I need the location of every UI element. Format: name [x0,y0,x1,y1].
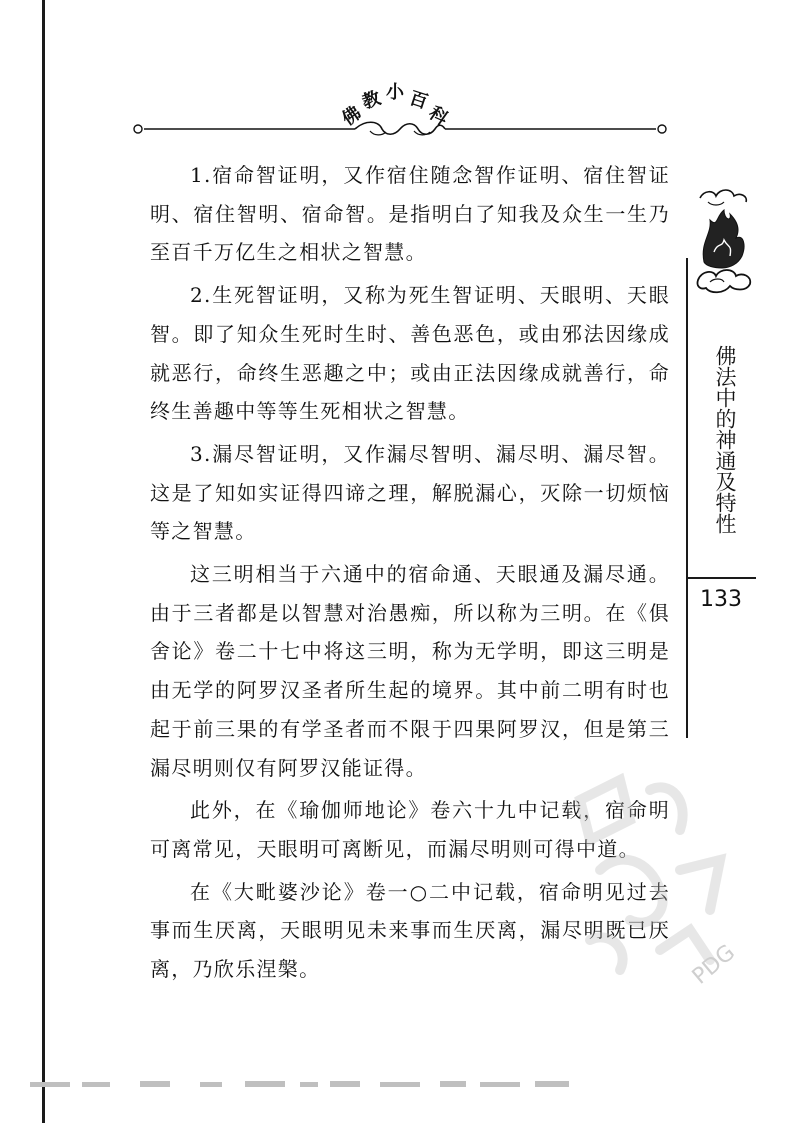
paragraph: 在《大毗婆沙论》卷一○二中记载，宿命明见过去事而生厌离，天眼明见未来事而生厌离，漏尽明既已厌离，乃欣乐涅槃。 [150,879,670,982]
paragraph: 此外，在《瑜伽师地论》卷六十九中记载，宿命明可离常见，天眼明可离断见，而漏尽明则可得中道。 [150,798,670,861]
series-title [130,72,670,130]
cloud-and-flame-icon [694,172,756,312]
paragraph: 1.宿命智证明，又作宿住随念智作证明、宿住智证明、宿住智明、宿命智。是指明白了知我及众生一生乃至百千万亿生之相状之智慧。 [150,163,670,265]
running-header [130,72,670,142]
page-number: 133 [700,587,742,612]
scan-artifact-strip [30,1078,590,1092]
chapter-title: 佛法中的神通及特性 [713,345,737,534]
paragraph: 2.生死智证明，又称为死生智证明、天眼明、天眼智。即了知众生死时生时、善色恶色，或由邪法因缘成就恶行，命终生恶趣之中；或由正法因缘成就善行，命终生善趣中等等生死相状之智慧。 [150,283,670,424]
watermark-text: PDG [687,940,741,990]
page-number-vertical-rule [686,577,688,637]
margin-vertical-rule [686,258,688,738]
series-title-char: 科 [424,102,452,130]
paragraph: 这三明相当于六通中的宿命通、天眼通及漏尽通。由于三者都是以智慧对治愚痴，所以称为三明。在《俱舍论》卷二十七中将这三明，称为无学明，即这三明是由无学的阿罗汉圣者所生起的境界。其中前二明有时也起于前三果的有学圣者而不限于四果阿罗汉，但是第三漏尽明则仅有阿罗汉能证得。 [150,562,670,780]
series-title-char: 小 [386,82,404,103]
series-title-char: 百 [406,87,431,114]
paragraph: 3.漏尽智证明，又作漏尽智明、漏尽明、漏尽智。这是了知如实证得四谛之理，解脱漏心，灭除一切烦恼等之智慧。 [150,441,670,544]
header-divider-ornament [130,120,670,138]
series-title-char: 教 [359,87,384,114]
page-number-rule [686,577,756,579]
seal-stamp-icon [560,760,750,1000]
series-title-char: 佛 [338,102,366,130]
page-left-border [42,0,45,1123]
